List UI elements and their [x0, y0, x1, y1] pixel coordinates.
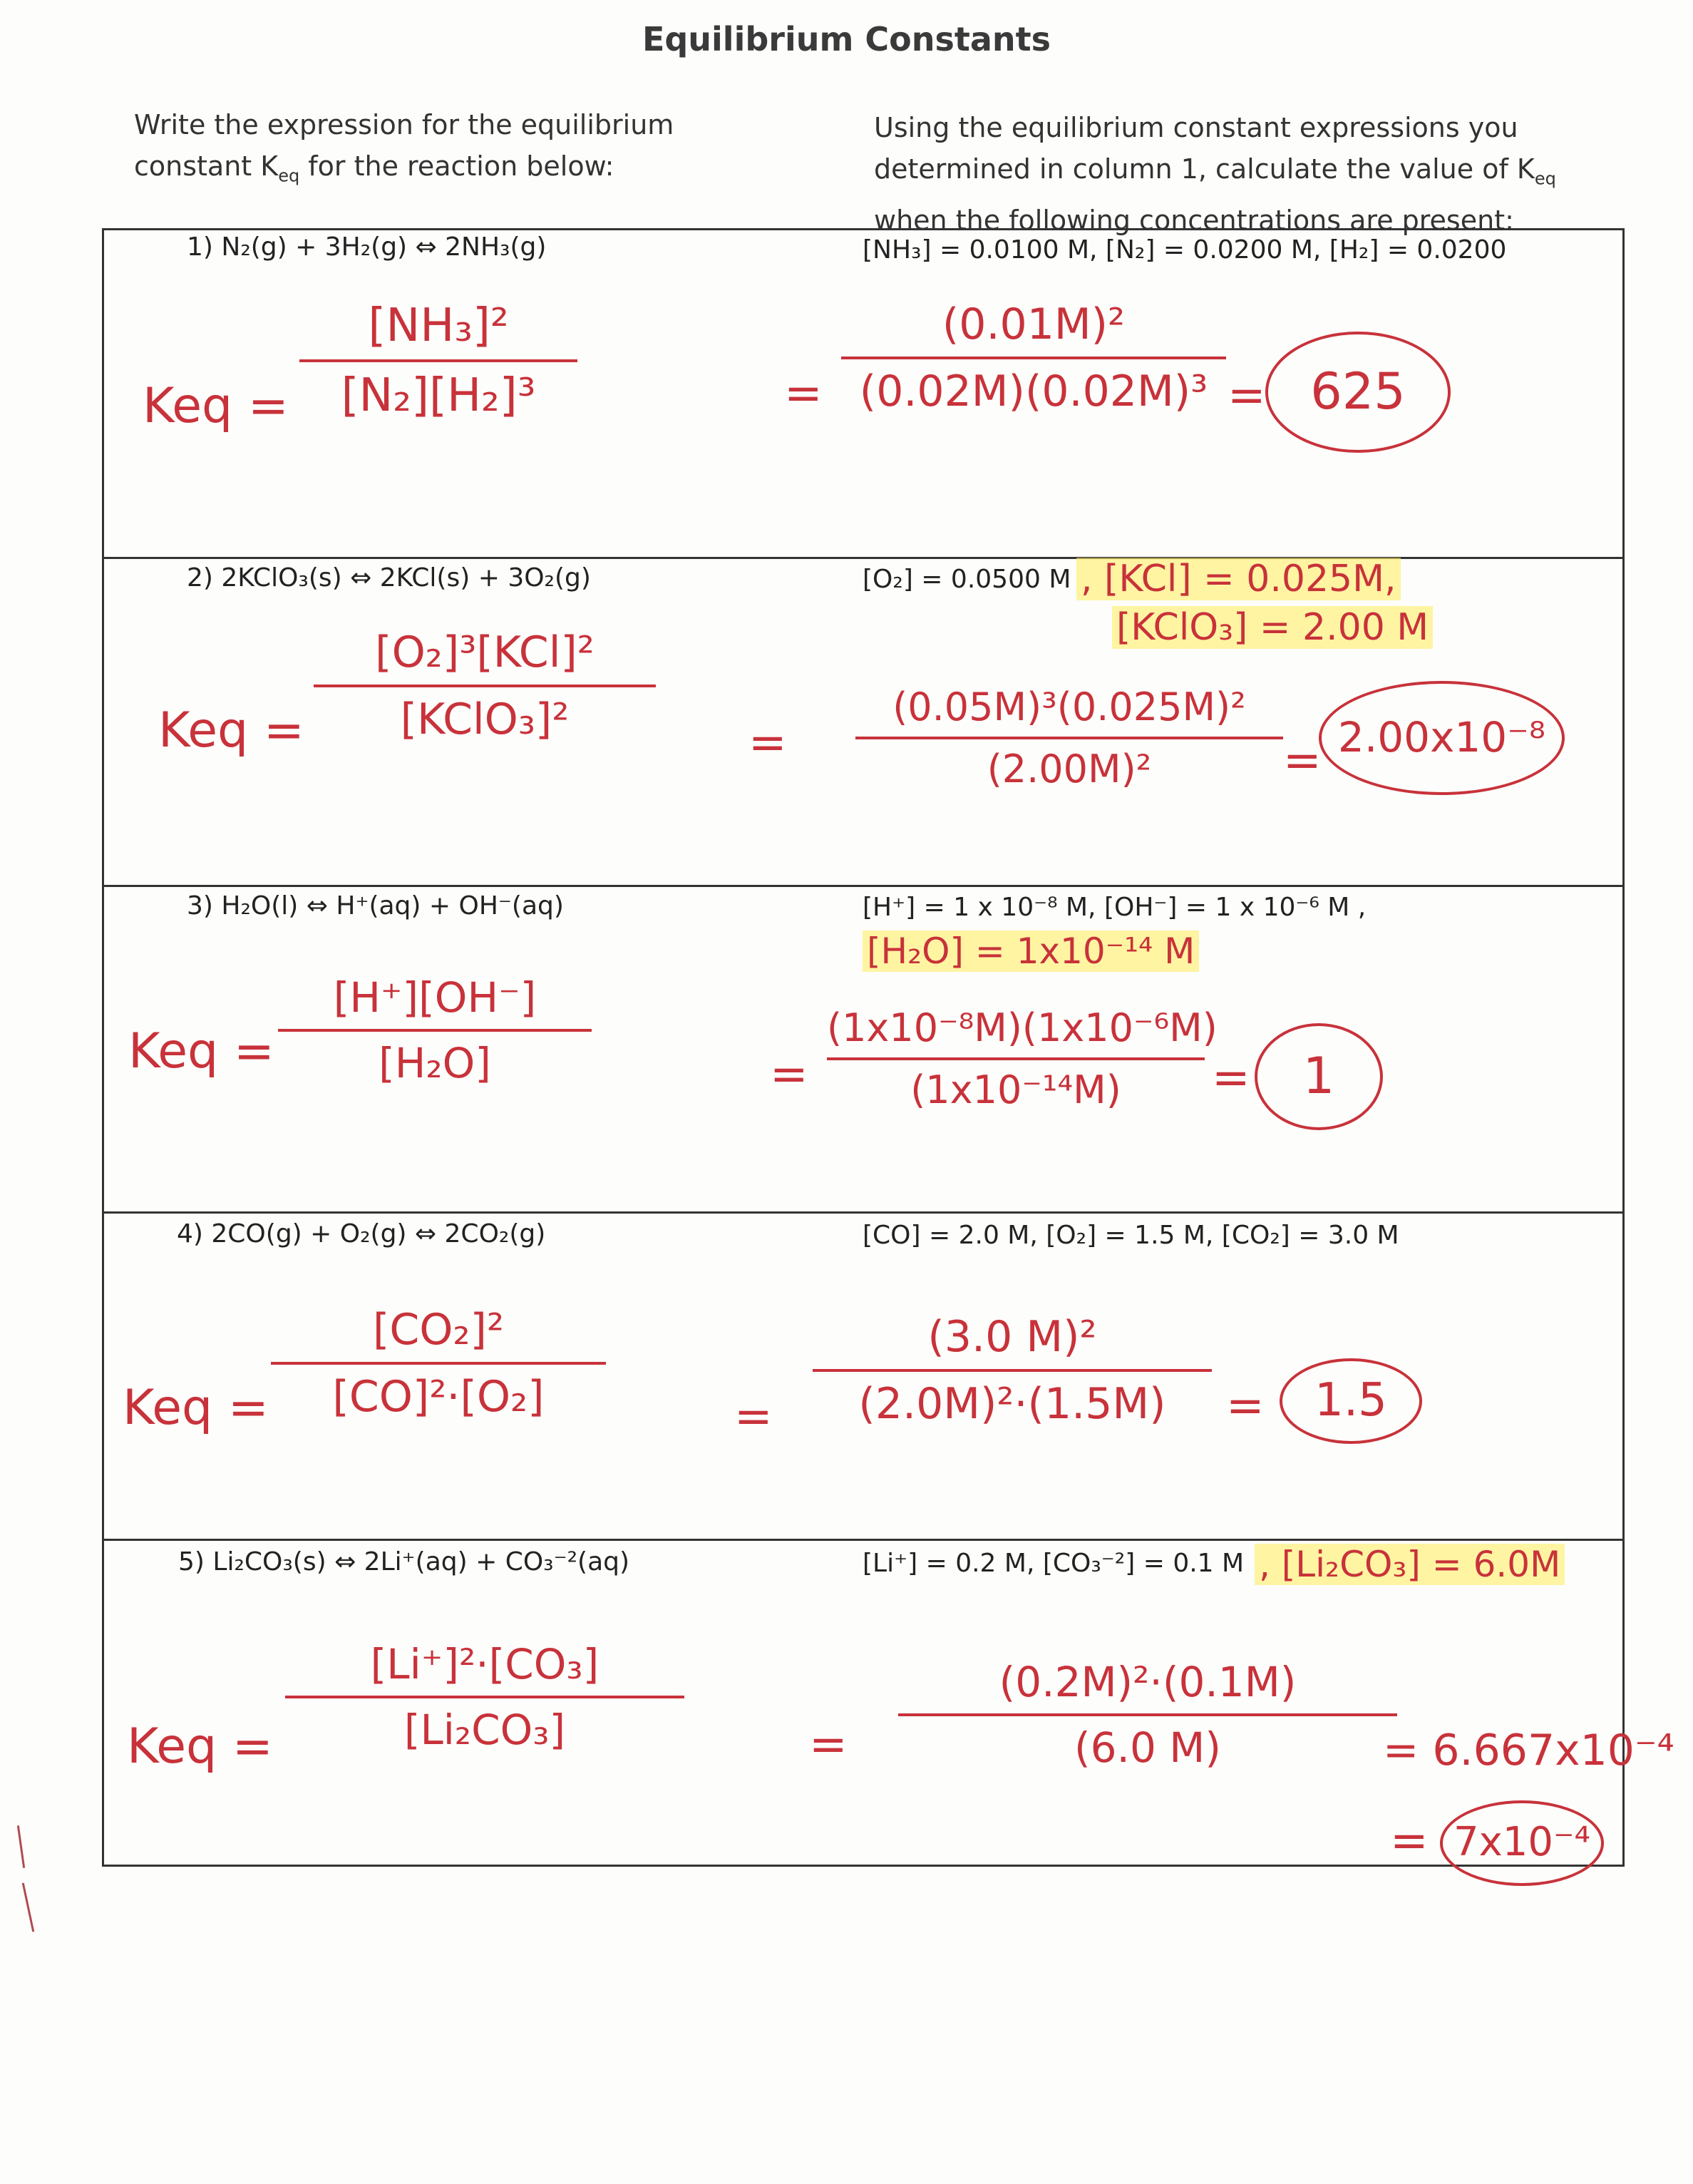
keq-label-1: Keq =	[143, 378, 289, 434]
calculation-5	[898, 1658, 1397, 1772]
given-5-added: , [Li₂CO₃] = 6.0M	[1255, 1544, 1565, 1585]
equals-sign: =	[809, 1718, 848, 1771]
keq-numerator-3: [H⁺][OH⁻]	[333, 973, 537, 1022]
row-divider	[102, 1539, 1625, 1541]
keq-numerator-4: [CO₂]²	[372, 1305, 505, 1355]
answer-circle-1: 625	[1265, 332, 1451, 453]
reaction-3: 3) H₂O(l) ⇔ H⁺(aq) + OH⁻(aq)	[187, 891, 564, 921]
keq-expression-1	[299, 299, 577, 422]
keq-label-5: Keq =	[127, 1718, 273, 1775]
keq-denominator-1: [N₂][H₂]³	[341, 369, 536, 422]
reaction-4: 4) 2CO(g) + O₂(g) ⇔ 2CO₂(g)	[177, 1219, 546, 1249]
equals-sign: =	[1283, 734, 1322, 787]
keq-denominator-3: [H₂O]	[379, 1039, 491, 1087]
calc-numerator-2: (0.05M)³(0.025M)²	[892, 685, 1246, 729]
keq-expression-4	[271, 1305, 606, 1422]
page-title: Equilibrium Constants	[642, 20, 1051, 58]
fraction-bar	[285, 1696, 684, 1698]
fraction-bar	[314, 685, 656, 687]
keq-numerator-5: [Li⁺]²·[CO₃]	[370, 1640, 600, 1688]
column-1-instructions	[134, 104, 674, 197]
fraction-bar	[827, 1057, 1205, 1060]
keq-label-4: Keq =	[123, 1380, 269, 1436]
keq-label-3: Keq =	[128, 1023, 274, 1080]
reaction-2: 2) 2KClO₃(s) ⇔ 2KCl(s) + 3O₂(g)	[187, 563, 591, 593]
reaction-1: 1) N₂(g) + 3H₂(g) ⇔ 2NH₃(g)	[187, 232, 547, 262]
equals-sign: =	[1226, 1380, 1265, 1432]
fraction-bar	[271, 1362, 606, 1365]
equals-sign: =	[1212, 1052, 1250, 1104]
calc-numerator-3: (1x10⁻⁸M)(1x10⁻⁶M)	[827, 1005, 1218, 1050]
given-3-added: [H₂O] = 1x10⁻¹⁴ M	[863, 930, 1199, 972]
equals-sign: =	[1390, 1815, 1429, 1867]
keq-denominator-4: [CO]²·[O₂]	[332, 1372, 545, 1422]
fraction-bar	[813, 1369, 1212, 1372]
equals-sign: =	[770, 1048, 808, 1101]
keq-expression-3	[278, 973, 592, 1087]
keq-numerator-1: [NH₃]²	[368, 299, 509, 352]
fraction-bar	[278, 1029, 592, 1032]
margin-mark	[17, 1825, 25, 1868]
calc-denominator-4: (2.0M)²·(1.5M)	[858, 1379, 1166, 1429]
calculation-1	[841, 299, 1226, 416]
unrounded-answer-5: = 6.667x10⁻⁴	[1383, 1726, 1674, 1775]
margin-mark	[22, 1882, 34, 1932]
fraction-bar	[299, 359, 577, 362]
given-3: [H⁺] = 1 x 10⁻⁸ M, [OH⁻] = 1 x 10⁻⁶ M ,	[863, 893, 1367, 922]
calc-numerator-1: (0.01M)²	[942, 299, 1126, 349]
calculation-2	[855, 685, 1283, 791]
column-2-line-1: Using the equilibrium constant expressions you	[874, 112, 1518, 143]
row-divider	[102, 885, 1625, 887]
given-5: [Li⁺] = 0.2 M, [CO₃⁻²] = 0.1 M	[863, 1549, 1245, 1578]
calc-denominator-1: (0.02M)(0.02M)³	[859, 366, 1208, 416]
column-1-line-2: constant $K_{eq}$ for the reaction below:	[134, 150, 614, 186]
calc-numerator-5: (0.2M)²·(0.1M)	[999, 1658, 1297, 1706]
row-divider	[102, 1211, 1625, 1214]
answer-circle-4: 1.5	[1280, 1358, 1422, 1444]
given-2: [O₂] = 0.0500 M	[863, 565, 1071, 594]
keq-expression-5	[285, 1640, 684, 1754]
fraction-bar	[898, 1713, 1397, 1716]
equals-sign: =	[784, 367, 823, 420]
calc-numerator-4: (3.0 M)²	[927, 1312, 1097, 1362]
given-1: [NH₃] = 0.0100 M, [N₂] = 0.0200 M, [H₂] = 0.0200	[863, 235, 1507, 265]
calculation-4	[813, 1312, 1212, 1429]
fraction-bar	[841, 357, 1226, 359]
reaction-5: 5) Li₂CO₃(s) ⇔ 2Li⁺(aq) + CO₃⁻²(aq)	[178, 1547, 630, 1577]
answer-circle-2: 2.00x10⁻⁸	[1319, 681, 1565, 795]
calc-denominator-3: (1x10⁻¹⁴M)	[910, 1067, 1121, 1112]
column-2-line-3: when the following concentrations are present:	[874, 204, 1514, 236]
keq-denominator-5: [Li₂CO₃]	[403, 1706, 566, 1754]
keq-denominator-2: [KClO₃]²	[400, 694, 570, 744]
column-1-line-1: Write the expression for the equilibrium	[134, 109, 674, 140]
fraction-bar	[855, 737, 1283, 739]
equals-sign: =	[1228, 369, 1266, 422]
keq-expression-2	[314, 627, 656, 744]
calc-denominator-5: (6.0 M)	[1074, 1723, 1221, 1772]
answer-circle-5: 7x10⁻⁴	[1440, 1800, 1604, 1886]
equals-sign: =	[748, 717, 787, 769]
calc-denominator-2: (2.00M)²	[987, 747, 1152, 791]
equals-sign: =	[734, 1390, 773, 1443]
given-2-added: , [KCl] = 0.025M,	[1076, 558, 1401, 600]
given-2-added-2: [KClO₃] = 2.00 M	[1112, 606, 1433, 649]
keq-numerator-2: [O₂]³[KCl]²	[375, 627, 595, 677]
calculation-3	[827, 1005, 1218, 1112]
given-4: [CO] = 2.0 M, [O₂] = 1.5 M, [CO₂] = 3.0 M	[863, 1221, 1399, 1250]
column-2-line-2: determined in column 1, calculate the value of $K_{eq}$	[874, 153, 1556, 189]
keq-label-2: Keq =	[158, 702, 304, 759]
answer-circle-3: 1	[1255, 1023, 1383, 1130]
column-2-instructions	[874, 107, 1556, 241]
